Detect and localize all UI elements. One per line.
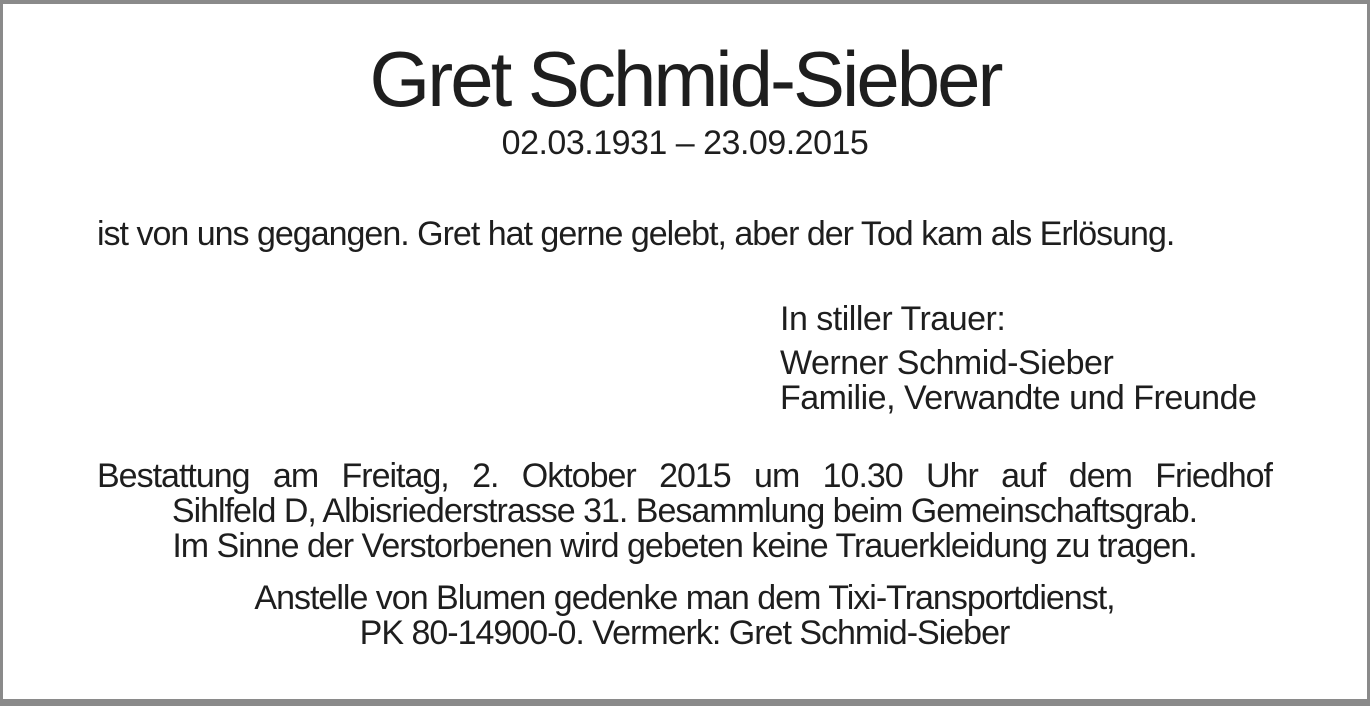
burial-info-block bbox=[97, 459, 1272, 564]
donation-line-2: PK 80-14900-0. Vermerk: Gret Schmid-Sieber bbox=[359, 614, 1010, 652]
burial-line-3: Im Sinne der Verstorbenen wird gebeten keine Trauerkleidung zu tragen. bbox=[172, 527, 1197, 565]
mourning-block bbox=[780, 302, 1256, 416]
mourner-family: Familie, Verwandte und Freunde bbox=[780, 379, 1257, 417]
life-dates: 02.03.1931 – 23.09.2015 bbox=[501, 124, 869, 162]
mourning-heading: In stiller Trauer: bbox=[780, 300, 1006, 338]
donation-line-1: Anstelle von Blumen gedenke man dem Tixi-Transportdienst, bbox=[254, 579, 1115, 617]
burial-line-1: Bestattung am Freitag, 2. Oktober 2015 um 10.30 Uhr auf dem Friedhof bbox=[97, 457, 1272, 495]
mourner-name: Werner Schmid-Sieber bbox=[780, 344, 1114, 382]
intro-text: ist von uns gegangen. Gret hat gerne gelebt, aber der Tod kam als Erlösung. bbox=[97, 215, 1175, 253]
deceased-name: Gret Schmid-Sieber bbox=[369, 35, 1001, 123]
burial-line-2: Sihlfeld D, Albisriederstrasse 31. Besammlung beim Gemeinschaftsgrab. bbox=[171, 492, 1198, 530]
donation-block bbox=[97, 581, 1272, 651]
